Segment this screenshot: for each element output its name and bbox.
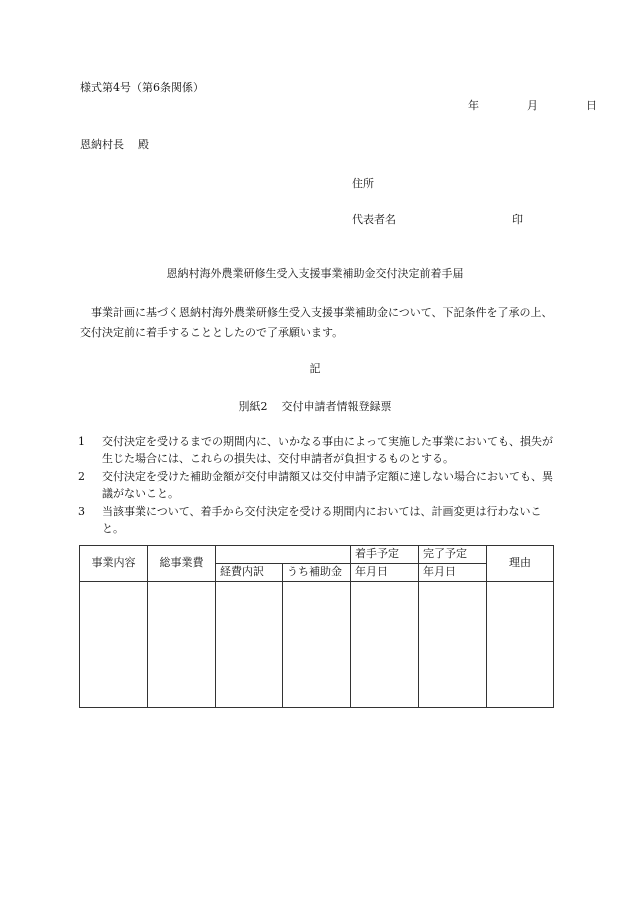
cell-subsidy-portion[interactable] — [283, 582, 351, 708]
condition-number: 2 — [78, 470, 85, 483]
form-number: 様式第4号（第6条関係） — [80, 81, 204, 94]
addressee-honorific: 殿 — [138, 138, 149, 151]
cell-complete-date[interactable] — [419, 582, 487, 708]
header-total-cost: 総事業費 — [148, 546, 216, 582]
table-header-row — [80, 546, 554, 564]
representative-label: 代表者名 — [352, 213, 396, 226]
header-start-planned: 着手予定 — [351, 546, 419, 564]
condition-text: 交付決定を受けるまでの期間内に、いかなる事由によって実施した事業においても、損失が生じた場合には、これらの損失は、交付申請者が負担するものとする。 — [102, 435, 553, 465]
condition-item — [80, 433, 556, 467]
addressee — [80, 137, 149, 154]
table-row — [80, 582, 554, 708]
condition-item — [80, 503, 556, 537]
condition-text: 当該事業について、着手から交付決定を受ける期間内においては、計画変更は行わないこと。 — [102, 505, 542, 535]
conditions-list — [80, 433, 556, 538]
annex-heading — [0, 399, 630, 416]
cell-start-date[interactable] — [351, 582, 419, 708]
cell-reason[interactable] — [487, 582, 554, 708]
addressee-name: 恩納村長 — [80, 138, 124, 151]
condition-number: 1 — [78, 435, 85, 448]
date-line — [468, 98, 597, 115]
cell-project[interactable] — [80, 582, 148, 708]
condition-text: 交付決定を受けた補助金額が交付申請額又は交付申請予定額に達しない場合においても、異議がないこと。 — [102, 470, 553, 500]
header-start-date: 年月日 — [351, 564, 419, 582]
header-complete-date: 年月日 — [419, 564, 487, 582]
header-expense-breakdown: 経費内訳 — [216, 564, 283, 582]
header-blank — [216, 546, 351, 564]
annex-prefix: 別紙2 — [238, 400, 268, 413]
condition-number: 3 — [78, 505, 85, 518]
document-title: 恩納村海外農業研修生受入支援事業補助金交付決定前着手届 — [166, 267, 464, 280]
date-day-label: 日 — [586, 99, 597, 112]
project-table — [79, 545, 554, 708]
seal-label: 印 — [512, 213, 523, 226]
cell-expense-breakdown[interactable] — [216, 582, 283, 708]
intro-paragraph: 事業計画に基づく恩納村海外農業研修生受入支援事業補助金について、下記条件を了承の上、交付決定前に着手することとしたので了承願います。 — [80, 306, 553, 339]
header-reason: 理由 — [487, 546, 554, 582]
annex-title: 交付申請者情報登録票 — [281, 400, 392, 413]
date-year-label: 年 — [468, 99, 479, 112]
address-label: 住所 — [352, 177, 374, 190]
date-month-label: 月 — [527, 99, 538, 112]
header-subsidy-portion: うち補助金 — [283, 564, 351, 582]
representative-line — [352, 212, 523, 229]
header-complete-planned: 完了予定 — [419, 546, 487, 564]
header-project: 事業内容 — [80, 546, 148, 582]
cell-total-cost[interactable] — [148, 582, 216, 708]
condition-item — [80, 468, 556, 502]
ki-heading: 記 — [309, 362, 321, 375]
